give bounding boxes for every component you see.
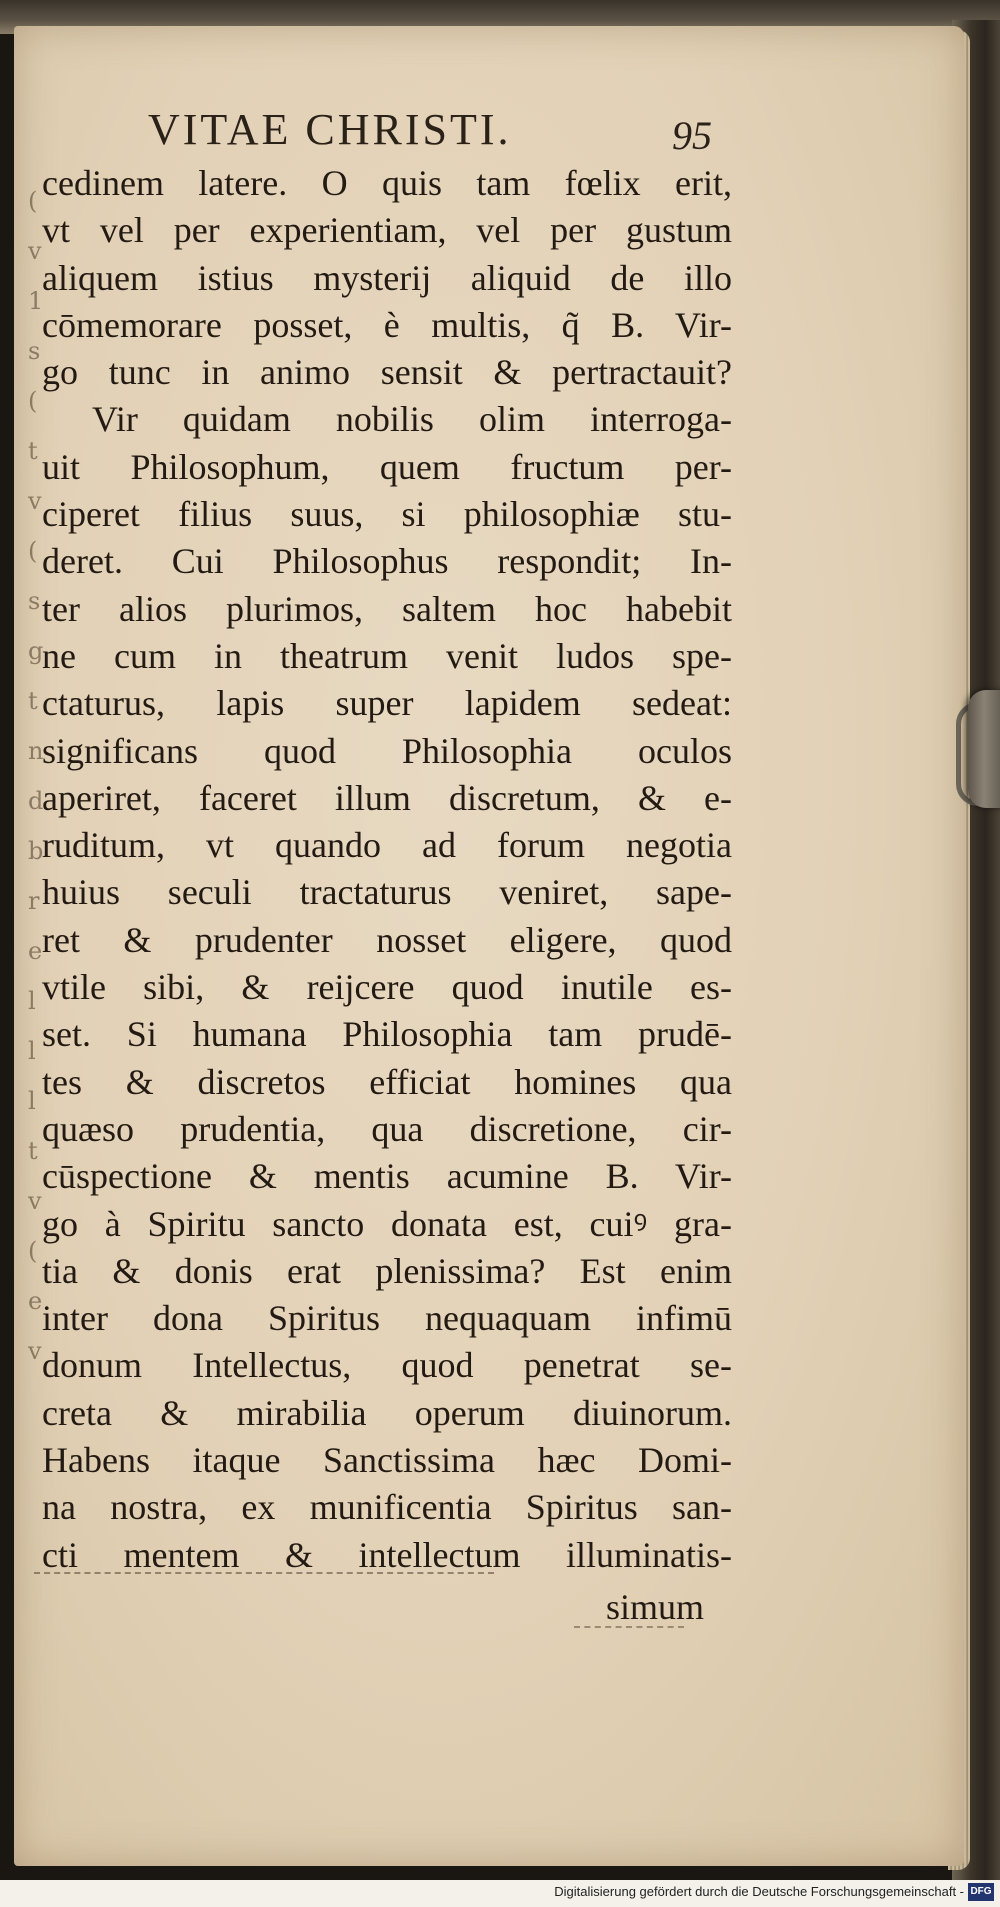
body-text: [42, 160, 732, 1579]
text-line: uit Philosophum, quem fructum per-: [42, 446, 732, 487]
margin-mark: e: [28, 1287, 43, 1315]
text-line: tia & donis erat plenissima? Est enim: [42, 1250, 732, 1291]
margin-mark: d: [28, 787, 44, 815]
text-line: ruditum, vt quando ad forum negotia: [42, 825, 732, 866]
catchword-underline-mark: [574, 1626, 684, 1630]
margin-mark: t: [28, 437, 38, 465]
text-line: go à Spiritu sancto donata est, cuiꝰ gra-: [42, 1203, 732, 1244]
text-line: ctaturus, lapis super lapidem sedeat:: [42, 683, 732, 724]
margin-mark: l: [28, 1087, 36, 1115]
margin-mark: (: [28, 187, 38, 215]
text-line: Habens itaque Sanctissima hæc Domi-: [42, 1440, 732, 1481]
text-line: ret & prudenter nosset eligere, quod: [42, 919, 732, 960]
text-line: donum Intellectus, quod penetrat se-: [42, 1345, 732, 1386]
margin-mark: v: [28, 237, 42, 265]
margin-mark: e: [28, 937, 43, 965]
margin-mark: l: [28, 1037, 36, 1065]
text-line: quæso prudentia, qua discretione, cir-: [42, 1108, 732, 1149]
margin-mark: (: [28, 537, 38, 565]
text-line: ciperet filius suus, si philosophiæ stu-: [42, 494, 732, 535]
text-line: vt vel per experientiam, vel per gustum: [42, 210, 732, 251]
text-line: vtile sibi, & reijcere quod inutile es-: [42, 967, 732, 1008]
margin-mark: l: [28, 987, 36, 1015]
catchword: simum: [605, 1587, 704, 1627]
margin-mark: 1: [28, 287, 44, 315]
text-line: creta & mirabilia operum diuinorum.: [42, 1392, 732, 1433]
text-line: tes & discretos efficiat homines qua: [42, 1061, 732, 1102]
text-line: set. Si humana Philosophia tam prudē-: [42, 1014, 732, 1055]
text-line: aperiret, faceret illum discretum, & e-: [42, 777, 732, 818]
text-line: ne cum in theatrum venit ludos spe-: [42, 635, 732, 676]
margin-mark: g: [28, 637, 44, 665]
margin-mark: (: [28, 387, 38, 415]
margin-mark: (: [28, 1237, 38, 1265]
book-clasp: [968, 690, 1000, 808]
text-line: go tunc in animo sensit & pertractauit?: [42, 352, 732, 393]
page-number: 95: [672, 113, 712, 158]
text-line: cūspectione & mentis acumine B. Vir-: [42, 1156, 732, 1197]
text-line: ter alios plurimos, saltem hoc habebit: [42, 588, 732, 629]
dfg-logo: DFG: [968, 1883, 994, 1901]
running-head: VITAE CHRISTI.: [148, 105, 512, 154]
margin-mark: t: [28, 687, 38, 715]
text-line: cōmemorare posset, è multis, q̃ B. Vir-: [42, 304, 732, 345]
text-line: deret. Cui Philosophus respondit; In-: [42, 541, 732, 582]
margin-mark: v: [28, 1337, 42, 1365]
digitization-credit: Digitalisierung gefördert durch die Deutsche Forschungsgemeinschaft -: [554, 1884, 964, 1899]
margin-mark: t: [28, 1137, 38, 1165]
text-line: na nostra, ex munificentia Spiritus san-: [42, 1487, 732, 1528]
text-line: inter dona Spiritus nequaquam infimū: [42, 1298, 732, 1339]
margin-mark: s: [28, 337, 41, 365]
text-line: huius seculi tractaturus veniret, sape-: [42, 872, 732, 913]
margin-mark: n: [28, 737, 44, 765]
text-line: Vir quidam nobilis olim interroga-: [92, 399, 732, 440]
book-page: [14, 26, 964, 1866]
margin-mark: s: [28, 587, 41, 615]
text-line: aliquem istius mysterij aliquid de illo: [42, 257, 732, 298]
text-line: significans quod Philosophia oculos: [42, 730, 732, 771]
margin-mark: v: [28, 1187, 42, 1215]
text-line: cedinem latere. O quis tam fœlix erit,: [42, 163, 732, 203]
bottom-rule-mark: [34, 1572, 494, 1576]
margin-mark: b: [28, 837, 44, 865]
text-line: cti mentem & intellectum illuminatis-: [42, 1534, 732, 1575]
margin-mark: v: [28, 487, 42, 515]
margin-mark: r: [28, 887, 40, 915]
